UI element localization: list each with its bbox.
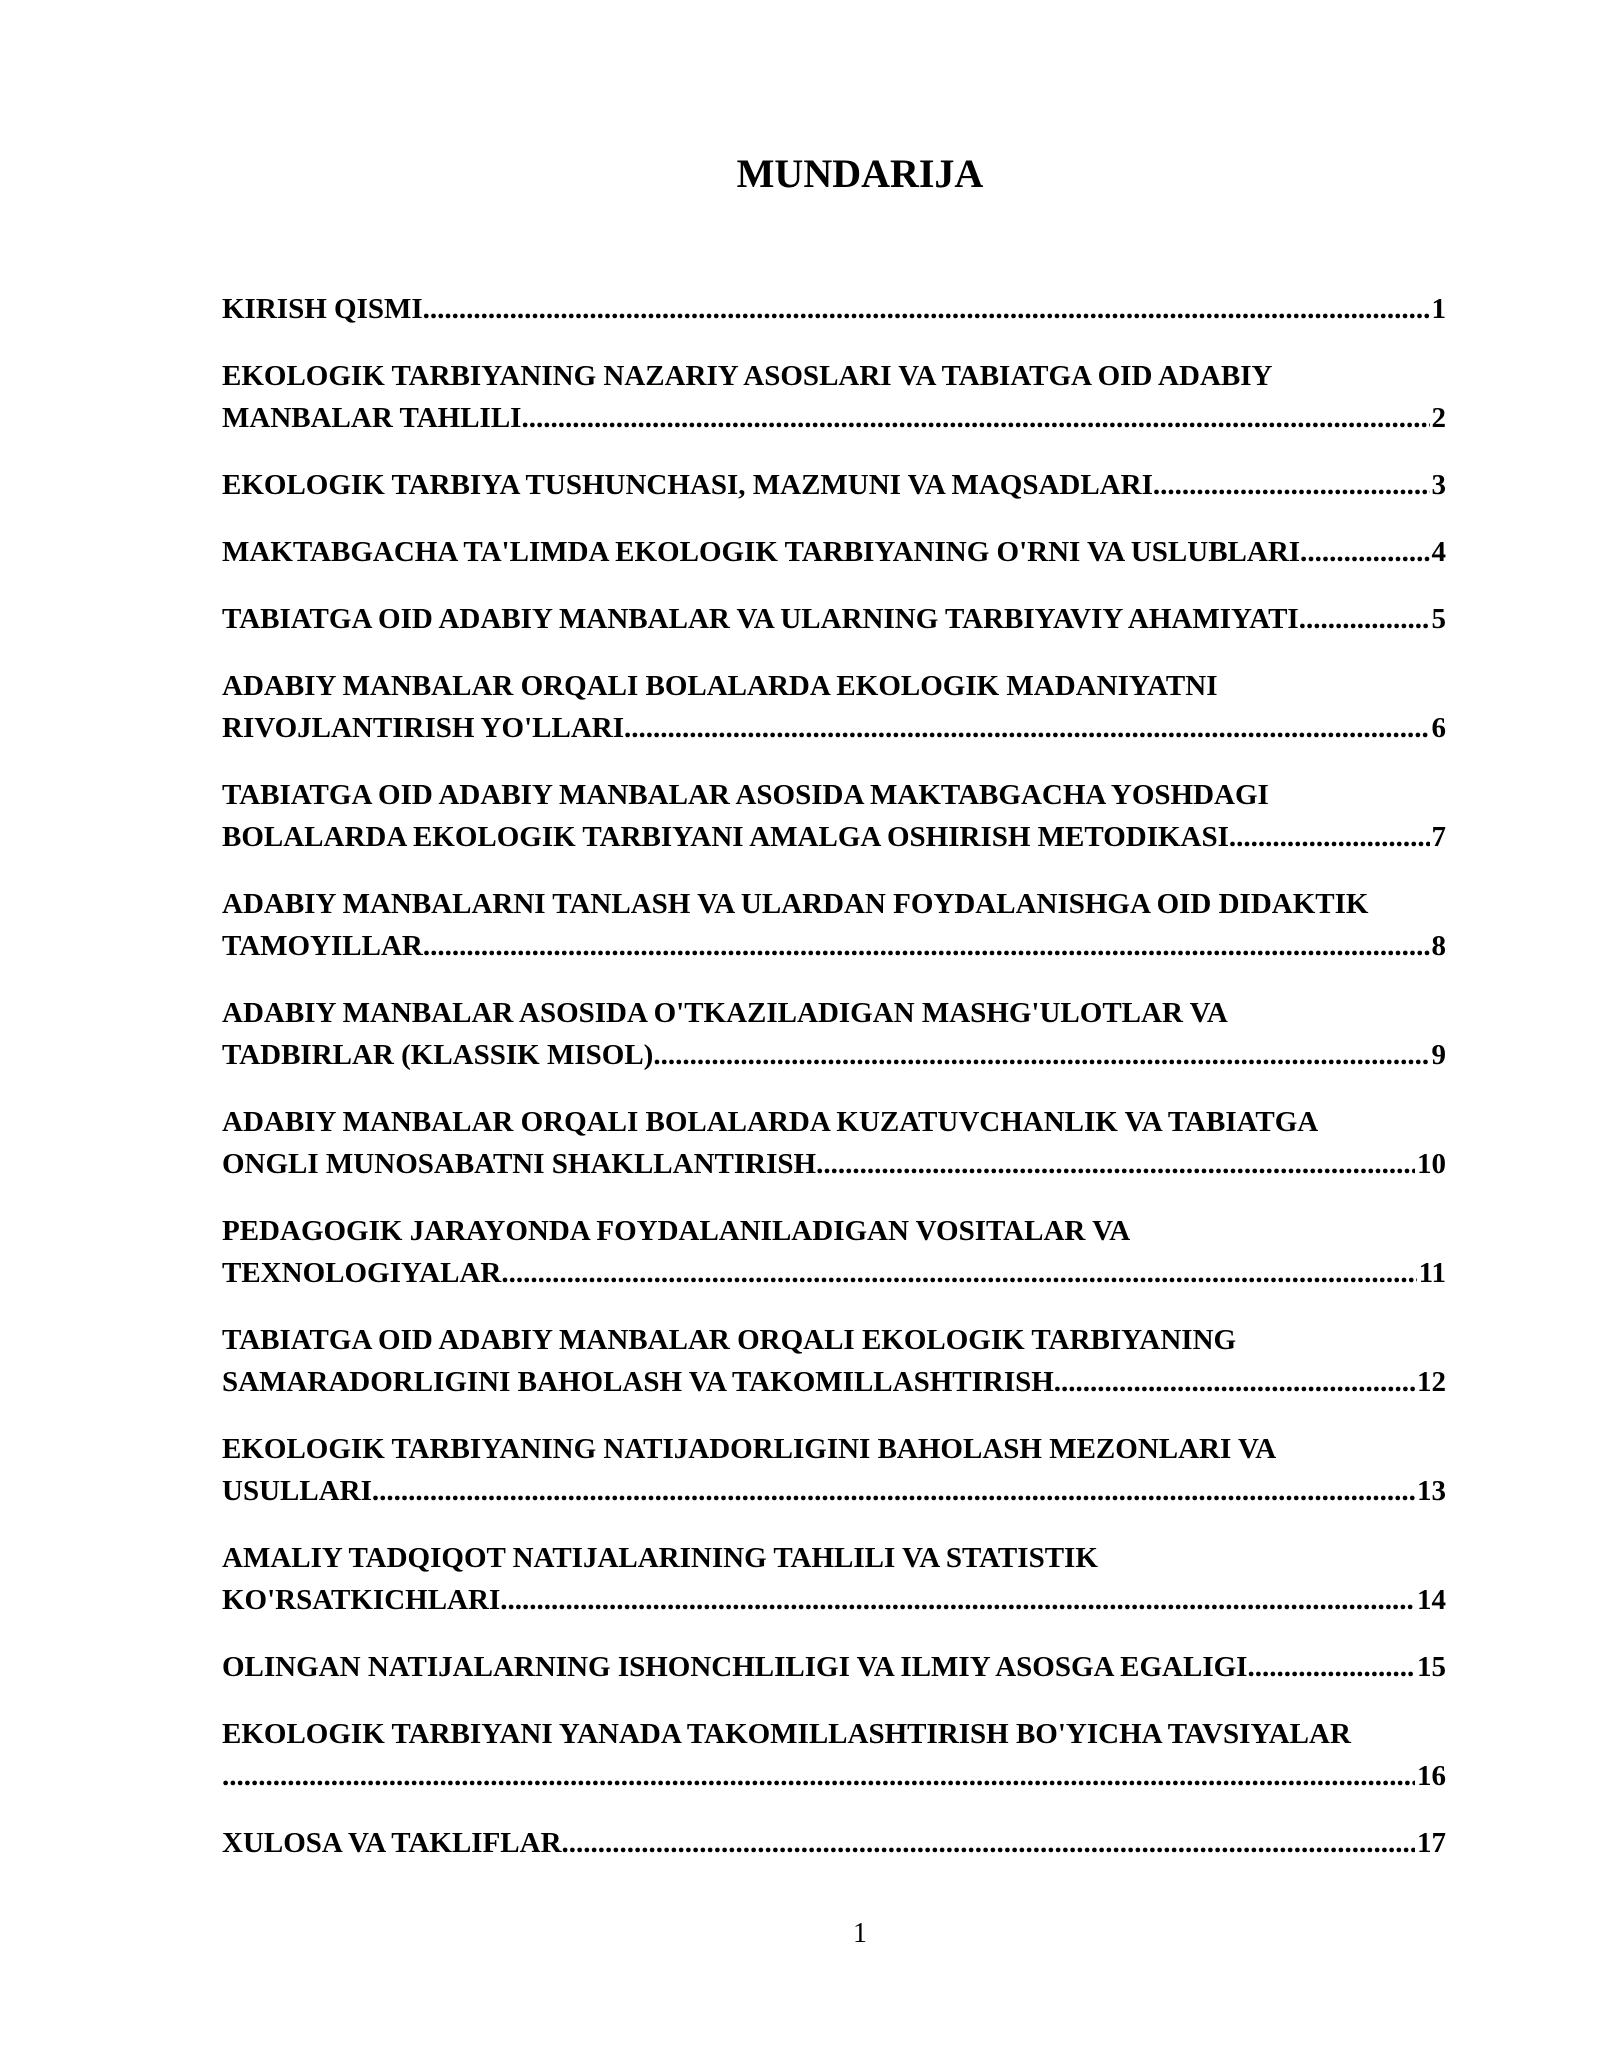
toc-entry-line xyxy=(222,1646,1446,1688)
toc-page-number: 10 xyxy=(1417,1148,1446,1180)
toc-entry-title-line: EKOLOGIK TARBIYANING NAZARIY ASOSLARI VA TABIATGA OID ADABIY xyxy=(222,360,1273,392)
toc-entry-title: ONGLI MUNOSABATNI SHAKLLANTIRISH xyxy=(222,1148,817,1180)
toc-entry-title: TAMOYILLAR xyxy=(222,930,423,962)
toc-entry-title-line: PEDAGOGIK JARAYONDA FOYDALANILADIGAN VOSITALAR VA xyxy=(222,1215,1131,1247)
page-number: 1 xyxy=(853,1918,867,1949)
toc-entry-title: KO'RSATKICHLARI xyxy=(222,1584,501,1616)
toc-entry-title-line: AMALIY TADQIQOT NATIJALARINING TAHLILI VA STATISTIK xyxy=(222,1542,1098,1574)
toc-entry[interactable] xyxy=(222,464,1446,506)
toc-dot-leader xyxy=(1229,816,1430,858)
toc-entry-title: KIRISH QISMI xyxy=(222,293,423,325)
toc-entry-title-line: EKOLOGIK TARBIYANI YANADA TAKOMILLASHTIRISH BO'YICHA TAVSIYALAR xyxy=(222,1718,1351,1750)
toc-page-number: 2 xyxy=(1431,402,1446,434)
toc-entry[interactable] xyxy=(222,531,1446,573)
toc-page-number: 13 xyxy=(1417,1475,1446,1507)
toc-page-number: 11 xyxy=(1418,1257,1446,1289)
toc-entry[interactable] xyxy=(222,288,1446,330)
toc-entry[interactable] xyxy=(222,1713,1446,1797)
toc-page-number: 7 xyxy=(1431,821,1446,853)
toc-entry[interactable] xyxy=(222,355,1446,439)
toc-dot-leader xyxy=(500,1579,1415,1621)
toc-entry[interactable] xyxy=(222,883,1446,967)
toc-entry-title: SAMARADORLIGINI BAHOLASH VA TAKOMILLASHTIRISH xyxy=(222,1366,1054,1398)
toc-page-number: 6 xyxy=(1431,712,1446,744)
toc-entry-line xyxy=(222,288,1446,330)
toc-page-number: 12 xyxy=(1417,1366,1446,1398)
toc-entry-title: OLINGAN NATIJALARNING ISHONCHLILIGI VA ILMIY ASOSGA EGALIGI xyxy=(222,1651,1248,1683)
toc-entry-title-line: ADABIY MANBALARNI TANLASH VA ULARDAN FOYDALANISHGA OID DIDAKTIK xyxy=(222,888,1369,920)
toc-entry-title-line: TABIATGA OID ADABIY MANBALAR ORQALI EKOLOGIK TARBIYANING xyxy=(222,1324,1237,1356)
toc-page-number: 15 xyxy=(1417,1651,1446,1683)
toc-dot-leader xyxy=(653,1034,1429,1076)
toc-dot-leader xyxy=(501,1252,1416,1294)
page-title: MUNDARIJA xyxy=(736,151,984,196)
toc-entry[interactable] xyxy=(222,1428,1446,1512)
toc-entry-title: XULOSA VA TAKLIFLAR xyxy=(222,1827,562,1859)
toc-entry-line xyxy=(222,1579,1446,1621)
table-of-contents xyxy=(222,288,1446,1889)
toc-entry-title-line: ADABIY MANBALAR ORQALI BOLALARDA EKOLOGIK MADANIYATNI xyxy=(222,670,1218,702)
toc-entry-line xyxy=(222,1252,1446,1294)
toc-page-number: 9 xyxy=(1431,1039,1446,1071)
toc-page-number: 14 xyxy=(1417,1584,1446,1616)
toc-entry-line xyxy=(222,1361,1446,1403)
toc-entry-title: TABIATGA OID ADABIY MANBALAR VA ULARNING TARBIYAVIY AHAMIYATI xyxy=(222,603,1299,635)
toc-page-number: 8 xyxy=(1431,930,1446,962)
toc-dot-leader xyxy=(423,288,1430,330)
toc-entry-title: MANBALAR TAHLILI xyxy=(222,402,522,434)
toc-entry[interactable] xyxy=(222,1646,1446,1688)
toc-page-number: 1 xyxy=(1431,293,1446,325)
toc-entry-line xyxy=(222,464,1446,506)
toc-entry-title: BOLALARDA EKOLOGIK TARBIYANI AMALGA OSHIRISH METODIKASI xyxy=(222,821,1229,853)
toc-entry-title: EKOLOGIK TARBIYA TUSHUNCHASI, MAZMUNI VA MAQSADLARI xyxy=(222,469,1153,501)
toc-entry-title: RIVOJLANTIRISH YO'LLARI xyxy=(222,712,625,744)
toc-entry-title-line: ADABIY MANBALAR ASOSIDA O'TKAZILADIGAN MASHG'ULOTLAR VA xyxy=(222,997,1228,1029)
toc-entry[interactable] xyxy=(222,665,1446,749)
toc-dot-leader xyxy=(1054,1361,1415,1403)
toc-entry-line xyxy=(222,1470,1446,1512)
toc-entry-title: USULLARI xyxy=(222,1475,372,1507)
toc-entry[interactable] xyxy=(222,1537,1446,1621)
toc-page-number: 17 xyxy=(1417,1827,1446,1859)
toc-page-number: 4 xyxy=(1431,536,1446,568)
toc-dot-leader xyxy=(521,397,1429,439)
toc-entry[interactable] xyxy=(222,1101,1446,1185)
toc-entry-line xyxy=(222,1755,1446,1797)
toc-entry-line xyxy=(222,925,1446,967)
toc-entry-line xyxy=(222,1822,1446,1864)
toc-entry-line xyxy=(222,598,1446,640)
toc-page-number: 16 xyxy=(1417,1760,1446,1792)
toc-dot-leader xyxy=(562,1822,1415,1864)
toc-entry[interactable] xyxy=(222,774,1446,858)
toc-page-number: 5 xyxy=(1431,603,1446,635)
toc-page-number: 3 xyxy=(1431,469,1446,501)
toc-entry-title: MAKTABGACHA TA'LIMDA EKOLOGIK TARBIYANING O'RNI VA USLUBLARI. xyxy=(222,536,1308,568)
toc-dot-leader xyxy=(1299,598,1430,640)
toc-dot-leader xyxy=(816,1143,1415,1185)
toc-entry[interactable] xyxy=(222,1210,1446,1294)
toc-dot-leader xyxy=(423,925,1430,967)
toc-entry-title-line: ADABIY MANBALAR ORQALI BOLALARDA KUZATUVCHANLIK VA TABIATGA xyxy=(222,1106,1319,1138)
toc-dot-leader xyxy=(1153,464,1430,506)
toc-dot-leader xyxy=(1247,1646,1415,1688)
toc-entry-title-line: EKOLOGIK TARBIYANING NATIJADORLIGINI BAHOLASH MEZONLARI VA xyxy=(222,1433,1277,1465)
toc-entry-title: TADBIRLAR (KLASSIK MISOL) xyxy=(222,1039,654,1071)
toc-dot-leader xyxy=(222,1755,1415,1797)
toc-entry[interactable] xyxy=(222,992,1446,1076)
toc-entry-line xyxy=(222,1143,1446,1185)
toc-dot-leader xyxy=(1307,531,1429,573)
toc-dot-leader xyxy=(624,707,1429,749)
toc-entry-line xyxy=(222,531,1446,573)
toc-entry[interactable] xyxy=(222,1319,1446,1403)
toc-entry-line xyxy=(222,397,1446,439)
toc-entry[interactable] xyxy=(222,598,1446,640)
toc-dot-leader xyxy=(372,1470,1415,1512)
toc-entry-line xyxy=(222,1034,1446,1076)
toc-entry[interactable] xyxy=(222,1822,1446,1864)
toc-entry-line xyxy=(222,707,1446,749)
toc-entry-title-line: TABIATGA OID ADABIY MANBALAR ASOSIDA MAKTABGACHA YOSHDAGI xyxy=(222,779,1269,811)
toc-entry-line xyxy=(222,816,1446,858)
toc-entry-title: TEXNOLOGIYALAR xyxy=(222,1257,502,1289)
